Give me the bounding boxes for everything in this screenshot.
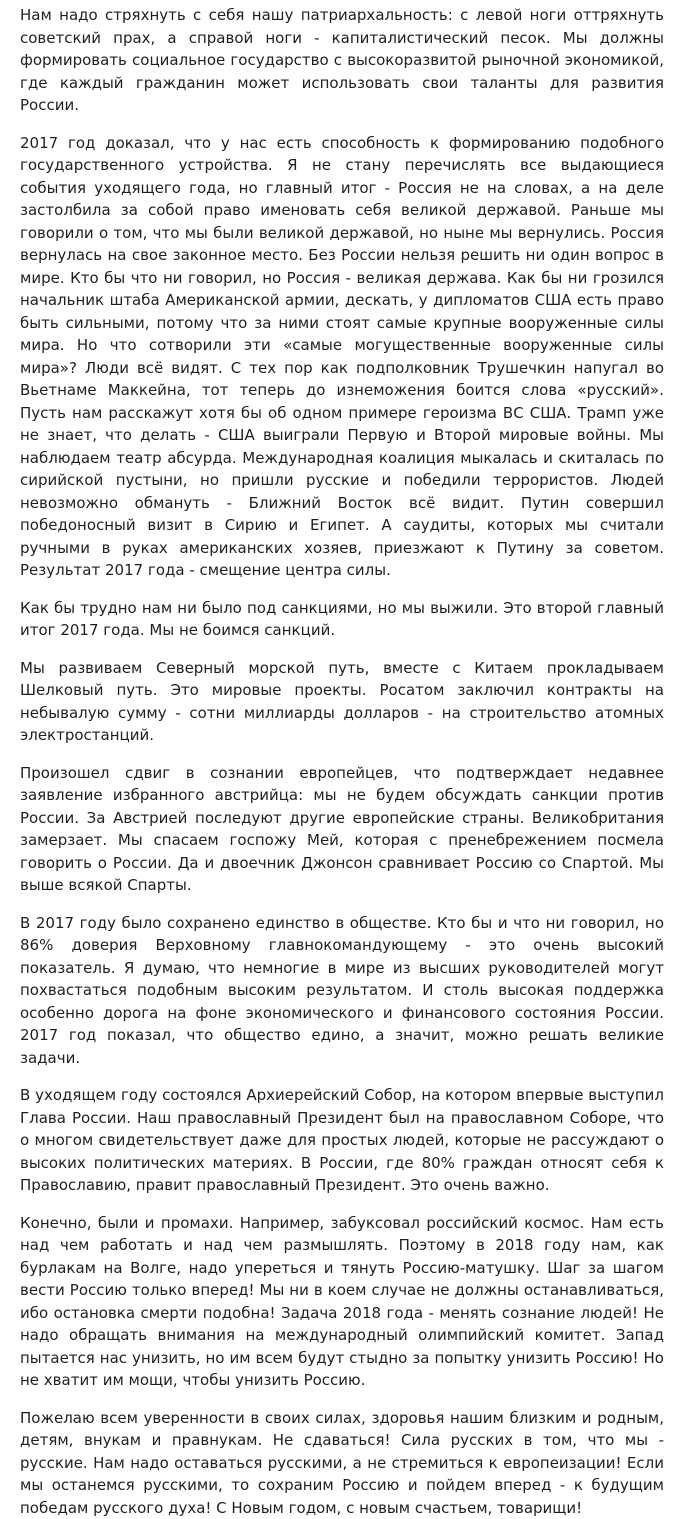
- paragraph-3: Как бы трудно нам ни было под санкциями, но мы выжили. Это второй главный итог 2017 года. Мы не боимся санкций.: [20, 597, 664, 642]
- paragraph-7: В уходящем году состоялся Архиерейский Собор, на котором впервые выступил Глава России. Наш православный Президент был на православном Соборе, что о многом свидетельствует даже для простых людей, которые не рассуждают о высоких политических материях. В России, где 80% граждан относят себя к Православию, правит православный Президент. Это очень важно.: [20, 1084, 664, 1197]
- paragraph-4: Мы развиваем Северный морской путь, вместе с Китаем прокладываем Шелковый путь. Это мировые проекты. Росатом заключил контракты на небывалую сумму - сотни миллиарды долларов - на строительство атомных электростанций.: [20, 657, 664, 747]
- paragraph-5: Произошел сдвиг в сознании европейцев, что подтверждает недавнее заявление избранного австрийца: мы не будем обсуждать санкции против России. За Австрией последуют другие европейские страны. Великобритания замерзает. Мы спасаем госпожу Мей, которая с пренебрежением посмела говорить о России. Да и двоечник Джонсон сравнивает Россию со Спартой. Мы выше всякой Спарты.: [20, 762, 664, 897]
- paragraph-8: Конечно, были и промахи. Например, забуксовал российский космос. Нам есть над чем работать и над чем размышлять. Поэтому в 2018 году нам, как бурлакам на Волге, надо упереться и тянуть Россию-матушку. Шаг за шагом вести Россию только вперед! Мы ни в коем случае не должны останавливаться, ибо остановка смерти подобна! Задача 2018 года - менять сознание людей! Не надо обращать внимания на международный олимпийский комитет. Запад пытается нас унизить, но им всем будут стыдно за попытку унизить Россию! Но не хватит им мощи, чтобы унизить Россию.: [20, 1212, 664, 1392]
- paragraph-9: Пожелаю всем уверенности в своих силах, здоровья нашим близким и родным, детям, внукам и правнукам. Не сдаваться! Сила русских в том, что мы - русские. Нам надо оставаться русскими, а не стремиться к европеизации! Если мы останемся русскими, то сохраним Россию и пойдем вперед - к будущим победам русского духа! С Новым годом, с новым счастьем, товарищи!: [20, 1407, 664, 1519]
- paragraph-1: Нам надо стряхнуть с себя нашу патриархальность: с левой ноги оттряхнуть советский прах, а справой ноги - капиталистический песок. Мы должны формировать социальное государство с высокоразвитой рыночной экономикой, где каждый гражданин может использовать свои таланты для развития России.: [20, 4, 664, 117]
- paragraph-6: В 2017 году было сохранено единство в обществе. Кто бы и что ни говорил, но 86% доверия Верховному главнокомандующему - это очень высокий показатель. Я думаю, что немногие в мире из высших руководителей могут похвастаться подобным высоким результатом. И столь высокая поддержка особенно дорога на фоне экономического и финансового состояния России. 2017 год показал, что общество едино, а значит, можно решать великие задачи.: [20, 912, 664, 1070]
- paragraph-2: 2017 год доказал, что у нас есть способность к формированию подобного государственного устройства. Я не стану перечислять все выдающиеся события уходящего года, но главный итог - Россия не на словах, а на деле застолбила за собой право именовать себя великой державой. Раньше мы говорили о том, что мы были великой державой, но ныне мы вернулись. Россия вернулась на свое законное место. Без России нельзя решить ни один вопрос в мире. Кто бы что ни говорил, но Россия - великая держава. Как бы ни грозился начальник штаба Американской армии, дескать, у дипломатов США есть право быть сильными, потому что за ними стоят самые крупные вооруженные силы мира. Но что сотворили эти «самые могущественные вооруженные силы мира»? Люди всё видят. С тех пор как подполковник Трушечкин напугал во Вьетнаме Маккейна, тот теперь до изнеможения боится слова «русский». Пусть нам расскажут хотя бы об одном примере героизма ВС США. Трамп уже не знает, что делать - США выиграли Первую и Второй мировые войны. Мы наблюдаем театр абсурда. Международная коалиция мыкалась и скиталась по сирийской пустыни, но пришли русские и победили террористов. Людей невозможно обмануть - Ближний Восток всё видит. Путин совершил победоносный визит в Сирию и Египет. А саудиты, которых мы считали ручными в руках американских хозяев, приезжают к Путину за советом. Результат 2017 года - смещение центра силы.: [20, 132, 664, 582]
